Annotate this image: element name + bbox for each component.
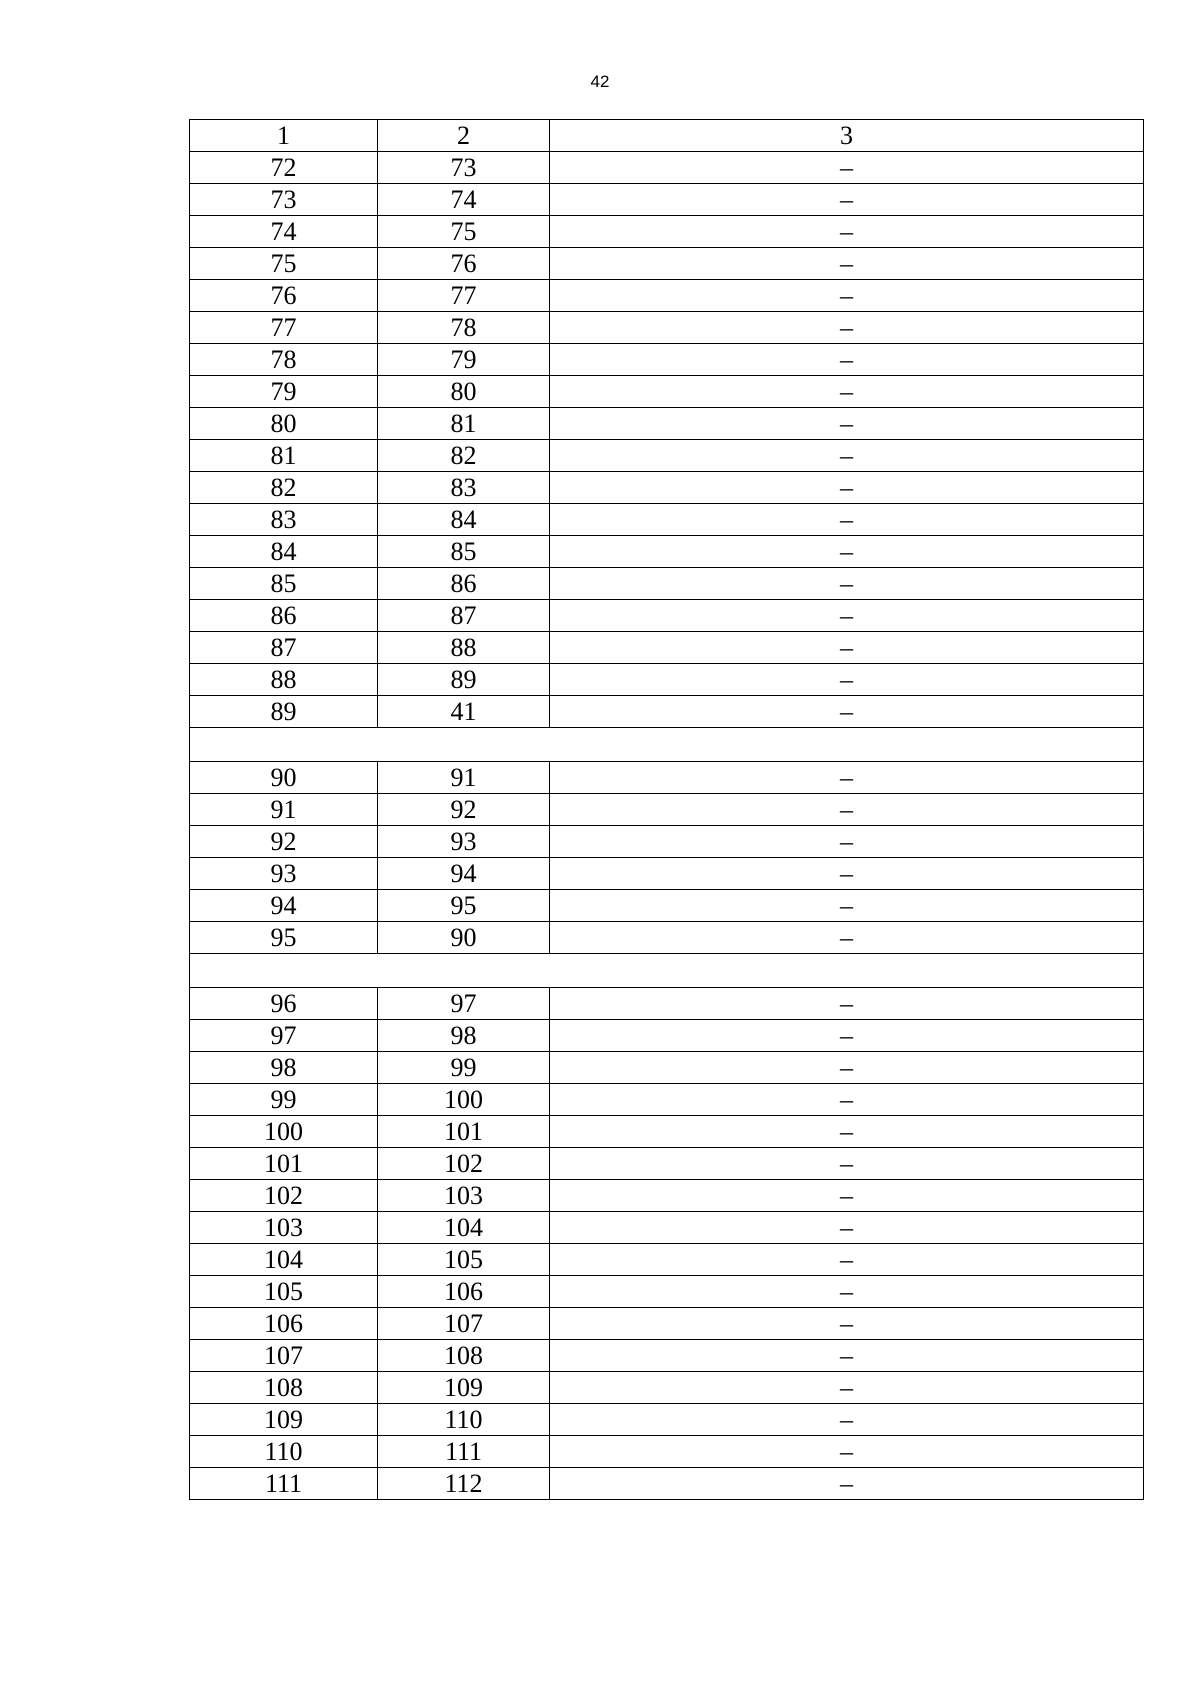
table-row [190, 1468, 1144, 1500]
table-cell-col-3: – [550, 568, 1144, 600]
table-row [190, 280, 1144, 312]
table-cell-col-3: – [550, 536, 1144, 568]
table-cell-col-2: 110 [378, 1404, 550, 1436]
table-cell-col-1: 102 [190, 1180, 378, 1212]
table-cell-col-1: 109 [190, 1404, 378, 1436]
table-cell-col-1: 101 [190, 1148, 378, 1180]
table-cell-col-2: 98 [378, 1020, 550, 1052]
table-cell-col-3: – [550, 1340, 1144, 1372]
table-cell-col-2: 76 [378, 248, 550, 280]
table-row [190, 794, 1144, 826]
table-row [190, 890, 1144, 922]
table-cell-col-1: 73 [190, 184, 378, 216]
table-row [190, 504, 1144, 536]
table-cell-col-1: 80 [190, 408, 378, 440]
table-cell-col-3: – [550, 988, 1144, 1020]
table-cell-col-3: – [550, 600, 1144, 632]
group-separator-row [190, 728, 1144, 762]
table-row [190, 1084, 1144, 1116]
table-row [190, 600, 1144, 632]
table-cell-col-3: – [550, 216, 1144, 248]
table-cell-col-2: 88 [378, 632, 550, 664]
table-cell-col-2: 91 [378, 762, 550, 794]
table-row [190, 826, 1144, 858]
table-body [190, 120, 1144, 1500]
table-cell-col-2: 97 [378, 988, 550, 1020]
table-cell-col-2: 41 [378, 696, 550, 728]
table-cell-col-3: – [550, 184, 1144, 216]
table-row [190, 988, 1144, 1020]
table-row [190, 1244, 1144, 1276]
table-cell-col-2: 90 [378, 922, 550, 954]
header-cell-1: 1 [190, 120, 378, 152]
table-cell-col-3: – [550, 1244, 1144, 1276]
table-cell-col-1: 105 [190, 1276, 378, 1308]
table-row [190, 1372, 1144, 1404]
table-cell-col-2: 105 [378, 1244, 550, 1276]
table-cell-col-3: – [550, 1308, 1144, 1340]
table-cell-col-1: 75 [190, 248, 378, 280]
table-cell-col-2: 107 [378, 1308, 550, 1340]
table-cell-col-2: 78 [378, 312, 550, 344]
table-cell-col-2: 86 [378, 568, 550, 600]
table-cell-col-3: – [550, 664, 1144, 696]
table-cell-col-2: 103 [378, 1180, 550, 1212]
table-row [190, 1116, 1144, 1148]
table-cell-col-2: 112 [378, 1468, 550, 1500]
table-row [190, 1436, 1144, 1468]
table-cell-col-2: 74 [378, 184, 550, 216]
table-cell-col-1: 92 [190, 826, 378, 858]
table-row [190, 184, 1144, 216]
table-cell-col-3: – [550, 1436, 1144, 1468]
table-row [190, 1308, 1144, 1340]
table-cell-col-2: 83 [378, 472, 550, 504]
table-cell-col-3: – [550, 344, 1144, 376]
table-cell-col-1: 85 [190, 568, 378, 600]
table-cell-col-1: 111 [190, 1468, 378, 1500]
table-cell-col-3: – [550, 858, 1144, 890]
table-cell-col-3: – [550, 440, 1144, 472]
table-cell-col-1: 87 [190, 632, 378, 664]
data-table [189, 119, 1144, 1500]
table-row [190, 1148, 1144, 1180]
table-cell-col-1: 83 [190, 504, 378, 536]
table-cell-col-1: 91 [190, 794, 378, 826]
table-row [190, 632, 1144, 664]
table-cell-col-2: 80 [378, 376, 550, 408]
table-cell-col-3: – [550, 1468, 1144, 1500]
table-cell-col-3: – [550, 248, 1144, 280]
table-cell-col-1: 96 [190, 988, 378, 1020]
table-cell-col-3: – [550, 1276, 1144, 1308]
table-cell-col-2: 81 [378, 408, 550, 440]
table-row [190, 248, 1144, 280]
table-cell-col-1: 89 [190, 696, 378, 728]
table-row [190, 1052, 1144, 1084]
table-cell-col-3: – [550, 696, 1144, 728]
table-row [190, 1212, 1144, 1244]
table-cell-col-1: 74 [190, 216, 378, 248]
table-cell-col-2: 93 [378, 826, 550, 858]
table-cell-col-3: – [550, 1212, 1144, 1244]
table-cell-col-2: 99 [378, 1052, 550, 1084]
table-cell-col-3: – [550, 762, 1144, 794]
table-cell-col-3: – [550, 152, 1144, 184]
table-cell-col-2: 111 [378, 1436, 550, 1468]
table-row [190, 696, 1144, 728]
table-cell-col-1: 93 [190, 858, 378, 890]
table-cell-col-2: 106 [378, 1276, 550, 1308]
table-cell-col-1: 76 [190, 280, 378, 312]
table-cell-col-3: – [550, 1020, 1144, 1052]
table-cell-col-2: 75 [378, 216, 550, 248]
table-row [190, 1404, 1144, 1436]
table-cell-col-2: 95 [378, 890, 550, 922]
table-cell-col-3: – [550, 632, 1144, 664]
table-cell-col-3: – [550, 794, 1144, 826]
table-row [190, 664, 1144, 696]
table-cell-col-1: 110 [190, 1436, 378, 1468]
table-cell-col-2: 84 [378, 504, 550, 536]
table-cell-col-1: 107 [190, 1340, 378, 1372]
table-cell-col-1: 104 [190, 1244, 378, 1276]
table-cell-col-1: 95 [190, 922, 378, 954]
table-cell-col-1: 98 [190, 1052, 378, 1084]
table-cell-col-3: – [550, 1180, 1144, 1212]
table-row [190, 344, 1144, 376]
table-row [190, 216, 1144, 248]
table-cell-col-1: 108 [190, 1372, 378, 1404]
table-row [190, 858, 1144, 890]
table-row [190, 312, 1144, 344]
table-cell-col-3: – [550, 826, 1144, 858]
table-cell-col-3: – [550, 1052, 1144, 1084]
table-cell-col-1: 86 [190, 600, 378, 632]
table-cell-col-2: 89 [378, 664, 550, 696]
table-cell-col-1: 97 [190, 1020, 378, 1052]
table-cell-col-3: – [550, 408, 1144, 440]
table-cell-col-2: 73 [378, 152, 550, 184]
table-row [190, 1180, 1144, 1212]
table-cell-col-2: 100 [378, 1084, 550, 1116]
table-row [190, 408, 1144, 440]
table-cell-col-1: 94 [190, 890, 378, 922]
table-cell-col-2: 108 [378, 1340, 550, 1372]
table-row [190, 1020, 1144, 1052]
table-row [190, 922, 1144, 954]
table-cell-col-3: – [550, 280, 1144, 312]
table-row [190, 536, 1144, 568]
table-cell-col-3: – [550, 922, 1144, 954]
table-row [190, 568, 1144, 600]
table-cell-col-2: 101 [378, 1116, 550, 1148]
table-cell-col-3: – [550, 1116, 1144, 1148]
table-cell-col-3: – [550, 1084, 1144, 1116]
header-cell-3: 3 [550, 120, 1144, 152]
table-row [190, 152, 1144, 184]
table-cell-col-1: 72 [190, 152, 378, 184]
table-cell-col-3: – [550, 1372, 1144, 1404]
table-cell-col-2: 104 [378, 1212, 550, 1244]
table-cell-col-1: 103 [190, 1212, 378, 1244]
table-cell-col-2: 79 [378, 344, 550, 376]
table-cell-col-1: 84 [190, 536, 378, 568]
table-cell-col-1: 79 [190, 376, 378, 408]
table-cell-col-3: – [550, 1404, 1144, 1436]
table-cell-col-2: 102 [378, 1148, 550, 1180]
table-cell-col-2: 92 [378, 794, 550, 826]
table-row [190, 376, 1144, 408]
group-separator-cell [190, 728, 1144, 762]
table-cell-col-3: – [550, 376, 1144, 408]
table-cell-col-2: 77 [378, 280, 550, 312]
table-cell-col-1: 100 [190, 1116, 378, 1148]
table-row [190, 440, 1144, 472]
table-cell-col-2: 82 [378, 440, 550, 472]
table-cell-col-3: – [550, 504, 1144, 536]
page-number: 42 [590, 72, 610, 91]
table-row [190, 762, 1144, 794]
table-cell-col-2: 94 [378, 858, 550, 890]
table-cell-col-3: – [550, 312, 1144, 344]
table-cell-col-2: 109 [378, 1372, 550, 1404]
table-header-row [190, 120, 1144, 152]
table-cell-col-3: – [550, 890, 1144, 922]
group-separator-row [190, 954, 1144, 988]
table-cell-col-2: 87 [378, 600, 550, 632]
table-cell-col-3: – [550, 472, 1144, 504]
table-cell-col-1: 78 [190, 344, 378, 376]
table-cell-col-2: 85 [378, 536, 550, 568]
group-separator-cell [190, 954, 1144, 988]
table-row [190, 1340, 1144, 1372]
table-cell-col-1: 90 [190, 762, 378, 794]
table-cell-col-1: 99 [190, 1084, 378, 1116]
header-cell-2: 2 [378, 120, 550, 152]
table-row [190, 1276, 1144, 1308]
table-cell-col-1: 77 [190, 312, 378, 344]
table-cell-col-1: 106 [190, 1308, 378, 1340]
table-cell-col-1: 88 [190, 664, 378, 696]
table-cell-col-1: 81 [190, 440, 378, 472]
table-cell-col-1: 82 [190, 472, 378, 504]
table-row [190, 472, 1144, 504]
table-cell-col-3: – [550, 1148, 1144, 1180]
